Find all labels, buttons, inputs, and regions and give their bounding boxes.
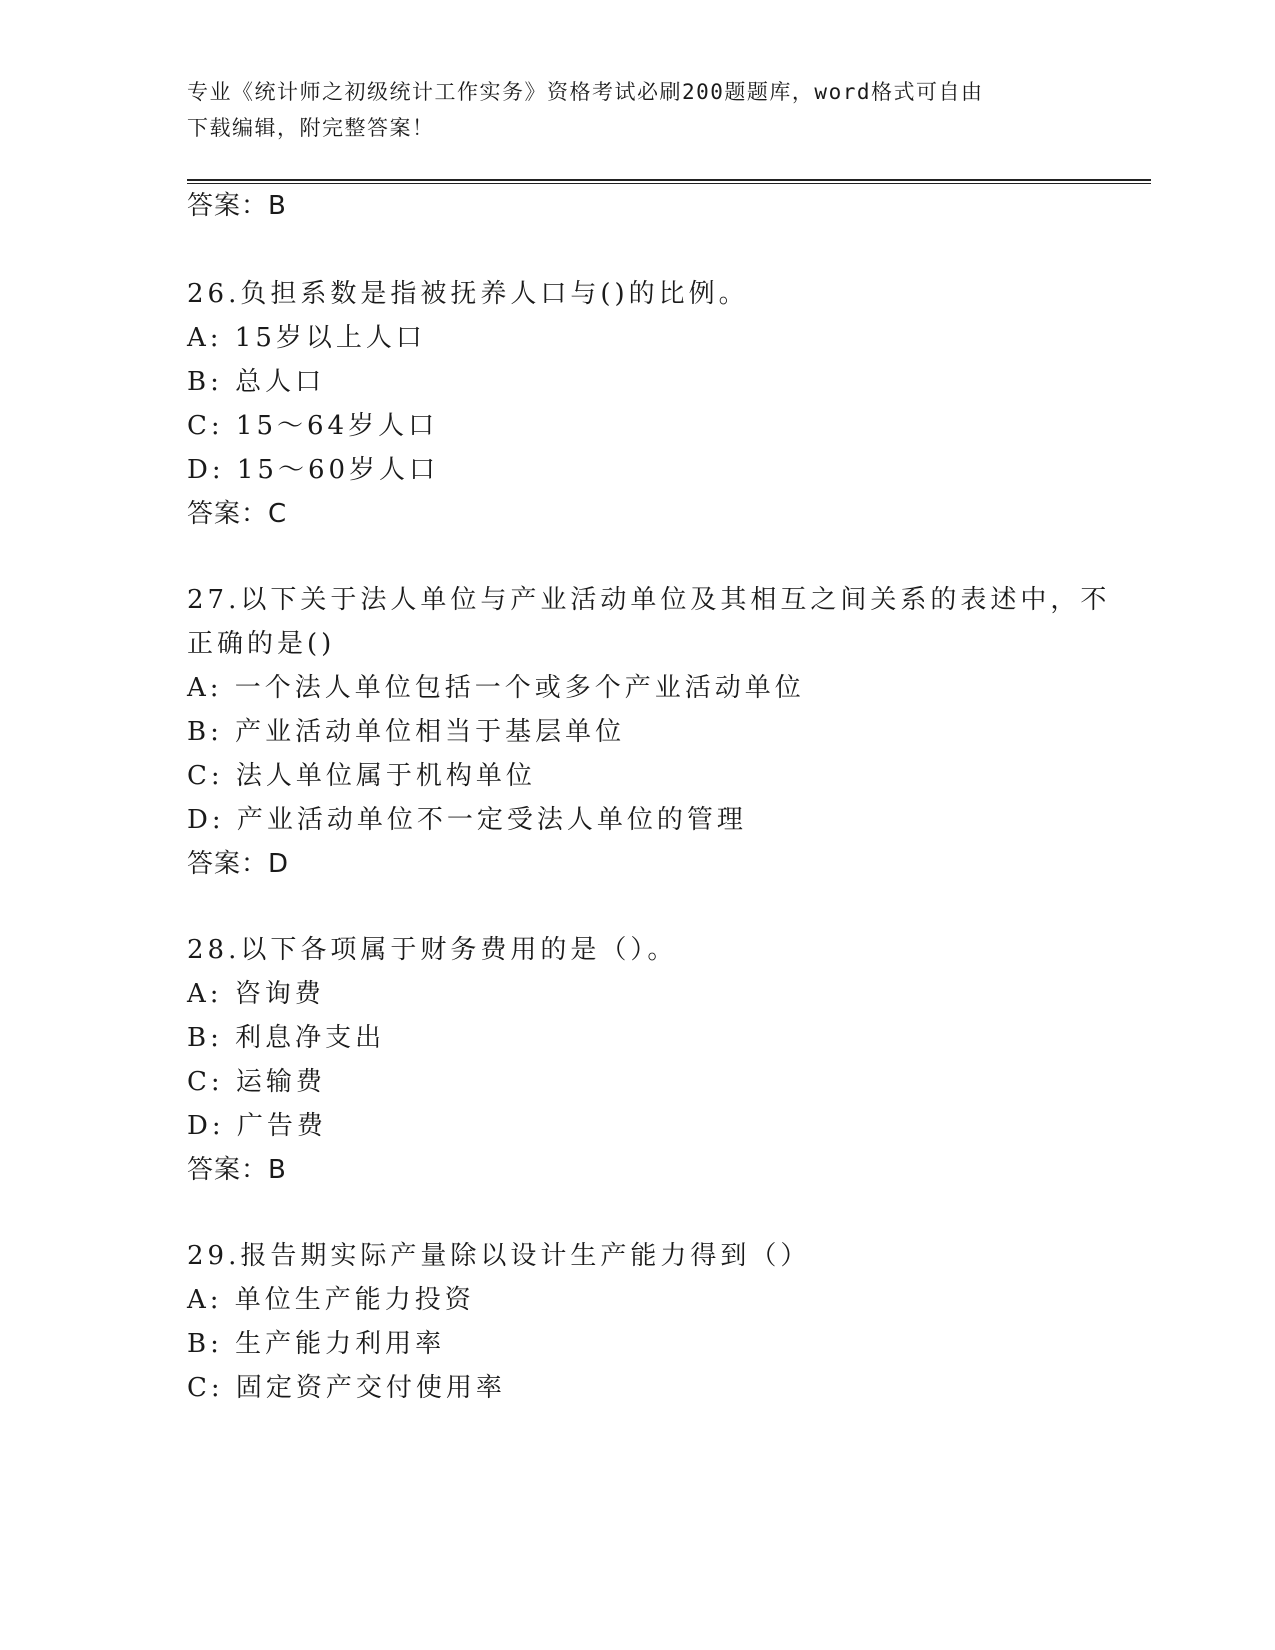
header-line-2: 下载编辑，附完整答案！	[187, 116, 435, 140]
question-27-text-line-1: 27.以下关于法人单位与产业活动单位及其相互之间关系的表述中，不	[187, 585, 1111, 615]
question-27-answer: 答案：D	[187, 849, 290, 879]
question-28-option-a: A: 咨询费	[187, 979, 325, 1009]
question-26-option-a: A: 15岁以上人口	[187, 323, 426, 353]
question-28-text: 28.以下各项属于财务费用的是（）。	[187, 935, 678, 965]
question-27-option-b: B: 产业活动单位相当于基层单位	[187, 717, 626, 747]
question-29-text: 29.报告期实际产量除以设计生产能力得到（）	[187, 1241, 811, 1271]
header-line-1: 专业《统计师之初级统计工作实务》资格考试必刷200题题库，word格式可自由	[187, 80, 984, 104]
question-28-option-d: D: 广告费	[187, 1111, 327, 1141]
question-26-option-c: C: 15～64岁人口	[187, 411, 439, 441]
document-header	[187, 74, 1087, 146]
question-27-option-a: A: 一个法人单位包括一个或多个产业活动单位	[187, 673, 805, 703]
header-divider-thick	[187, 179, 1151, 181]
question-28-option-b: B: 利息净支出	[187, 1023, 386, 1053]
question-29-option-b: B: 生产能力利用率	[187, 1329, 446, 1359]
question-29-option-c: C: 固定资产交付使用率	[187, 1373, 506, 1403]
question-28-answer: 答案：B	[187, 1155, 287, 1185]
question-28-option-c: C: 运输费	[187, 1067, 326, 1097]
question-26-option-d: D: 15～60岁人口	[187, 455, 440, 485]
answer-previous: 答案：B	[187, 191, 287, 221]
header-divider-thin	[187, 183, 1151, 184]
question-27-option-c: C: 法人单位属于机构单位	[187, 761, 536, 791]
question-29-option-a: A: 单位生产能力投资	[187, 1285, 475, 1315]
question-26-text: 26.负担系数是指被抚养人口与()的比例。	[187, 279, 749, 309]
question-26-option-b: B: 总人口	[187, 367, 326, 397]
question-27-option-d: D: 产业活动单位不一定受法人单位的管理	[187, 805, 747, 835]
question-27-text-line-2: 正确的是()	[187, 629, 336, 659]
question-26-answer: 答案：C	[187, 499, 288, 529]
